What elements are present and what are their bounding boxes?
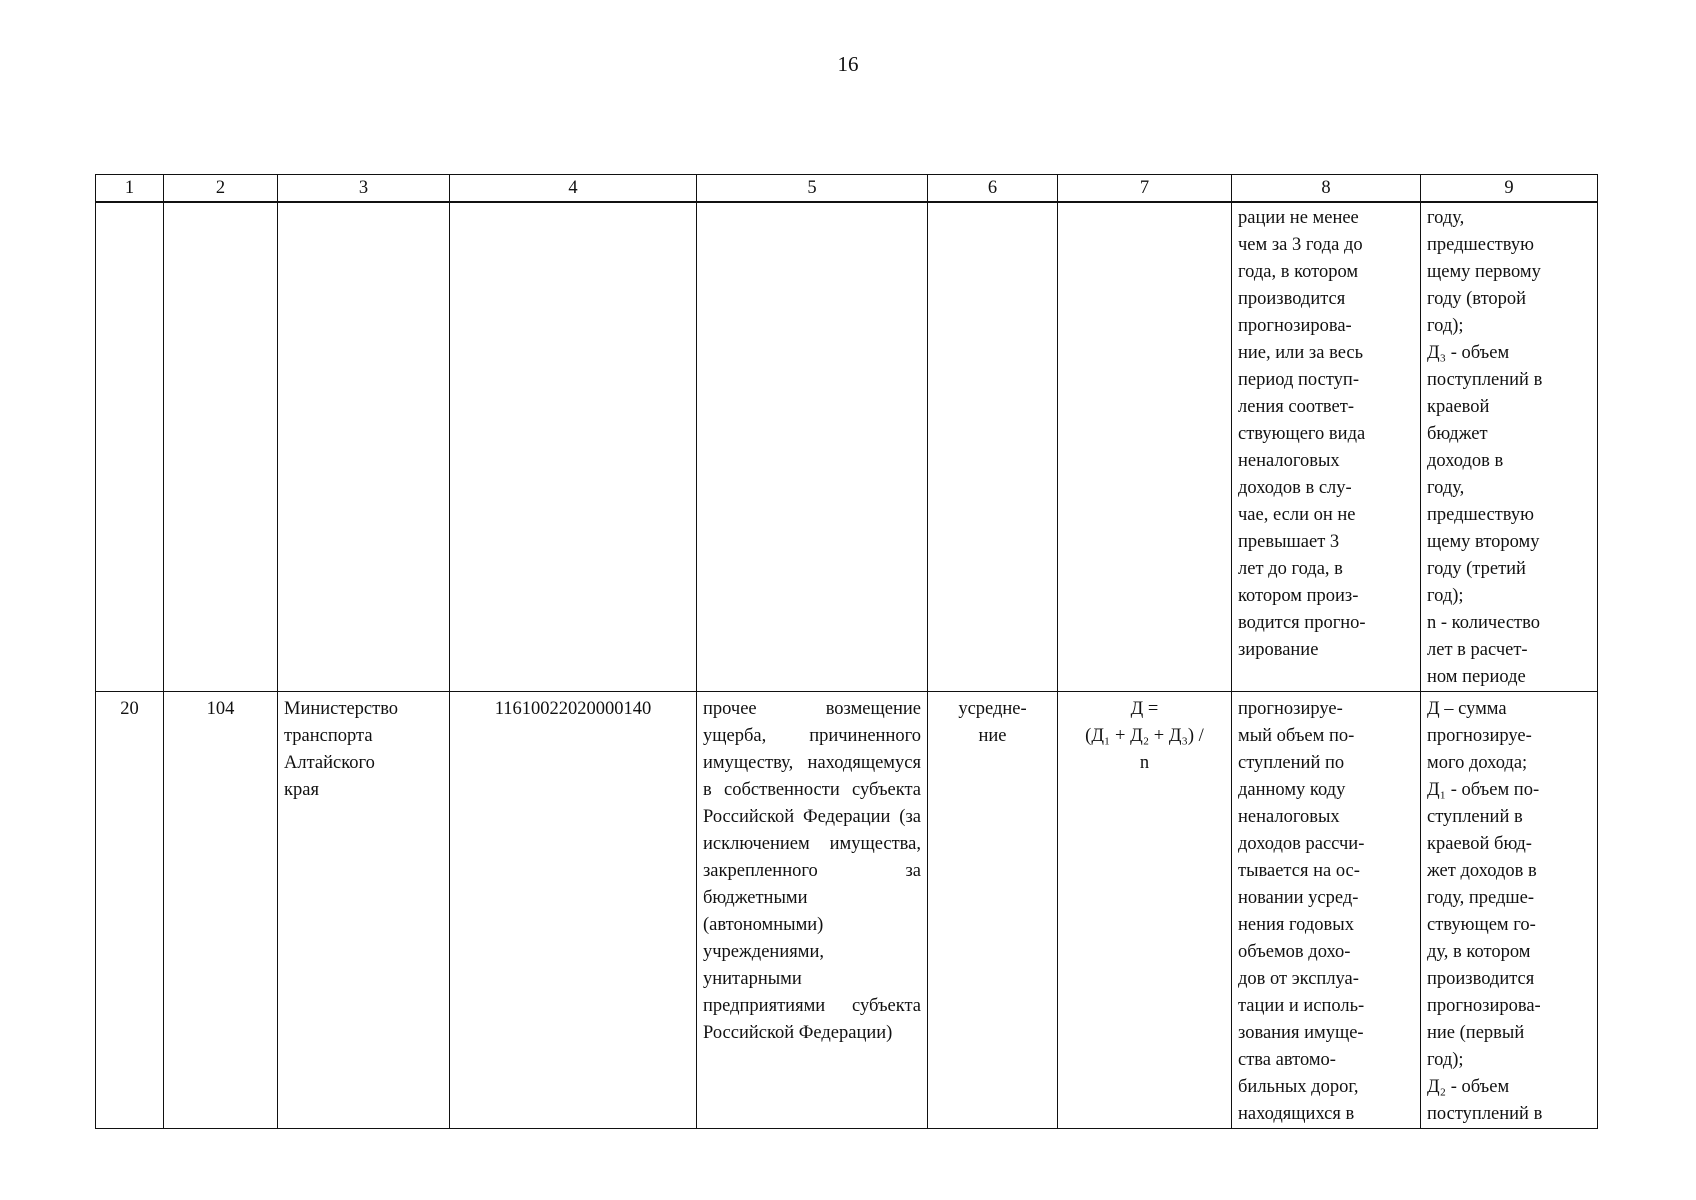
cell-administrator-name: Министерство транспорта Алтайского края (278, 692, 450, 1129)
column-header-9: 9 (1421, 175, 1598, 203)
cell-empty (96, 202, 164, 692)
column-number-row (96, 175, 1598, 203)
column-header-3: 3 (278, 175, 450, 203)
cell-admin-code: 104 (164, 692, 278, 1129)
cell-calculation-algorithm: рации не менее чем за 3 года до года, в котором производится прогнозирова- ние, или за весь период поступ- ления соответ- ствующего вида неналоговых доходов в слу- чае, если он не превышает 3 лет до года, в котором произ- водится прогно- зирование (1232, 202, 1421, 692)
cell-forecast-method: усредне- ние (928, 692, 1058, 1129)
cell-empty (450, 202, 697, 692)
column-header-2: 2 (164, 175, 278, 203)
column-header-6: 6 (928, 175, 1058, 203)
cell-formula: Д = (Д₁ + Д₂ + Д₃) / n (1058, 692, 1232, 1129)
column-header-8: 8 (1232, 175, 1421, 203)
page-number: 16 (837, 52, 859, 76)
table-row-continued (96, 202, 1598, 692)
budget-forecast-table (95, 174, 1598, 1129)
table-row-20 (96, 692, 1598, 1129)
cell-kbk-code: 11610022020000140 (450, 692, 697, 1129)
cell-empty (164, 202, 278, 692)
cell-empty (1058, 202, 1232, 692)
column-header-1: 1 (96, 175, 164, 203)
cell-empty (278, 202, 450, 692)
cell-empty (928, 202, 1058, 692)
column-header-5: 5 (697, 175, 928, 203)
cell-indicator-description: году, предшествую щему первому году (второй год); Д₃ - объем поступлений в краевой бюджет доходов в году, предшествую щему второму году (третий год); n - количество лет в расчет- ном периоде (1421, 202, 1598, 692)
cell-income-name: прочее возмещение ущерба, причиненного имуществу, находящемуся в собственности субъекта Российской Федерации (за исключением имущества, закрепленного за бюджетными (автономными) учреждениями, унитарными предприятиями субъекта Российской Федерации) (697, 692, 928, 1129)
cell-calculation-algorithm: прогнозируе- мый объем по- ступлений по данному коду неналоговых доходов рассчи- тывается на ос- новании усред- нения годовых объемов дохо- дов от эксплуа- тации и исполь- зования имуще- ства автомо- бильных дорог, находящихся в (1232, 692, 1421, 1129)
column-header-4: 4 (450, 175, 697, 203)
column-header-7: 7 (1058, 175, 1232, 203)
cell-empty (697, 202, 928, 692)
cell-indicator-description: Д – сумма прогнозируе- мого дохода; Д₁ - объем по- ступлений в краевой бюд- жет доходов в году, предше- ствующем го- ду, в котором производится прогнозирова- ние (первый год); Д₂ - объем поступлений в (1421, 692, 1598, 1129)
cell-row-number: 20 (96, 692, 164, 1129)
